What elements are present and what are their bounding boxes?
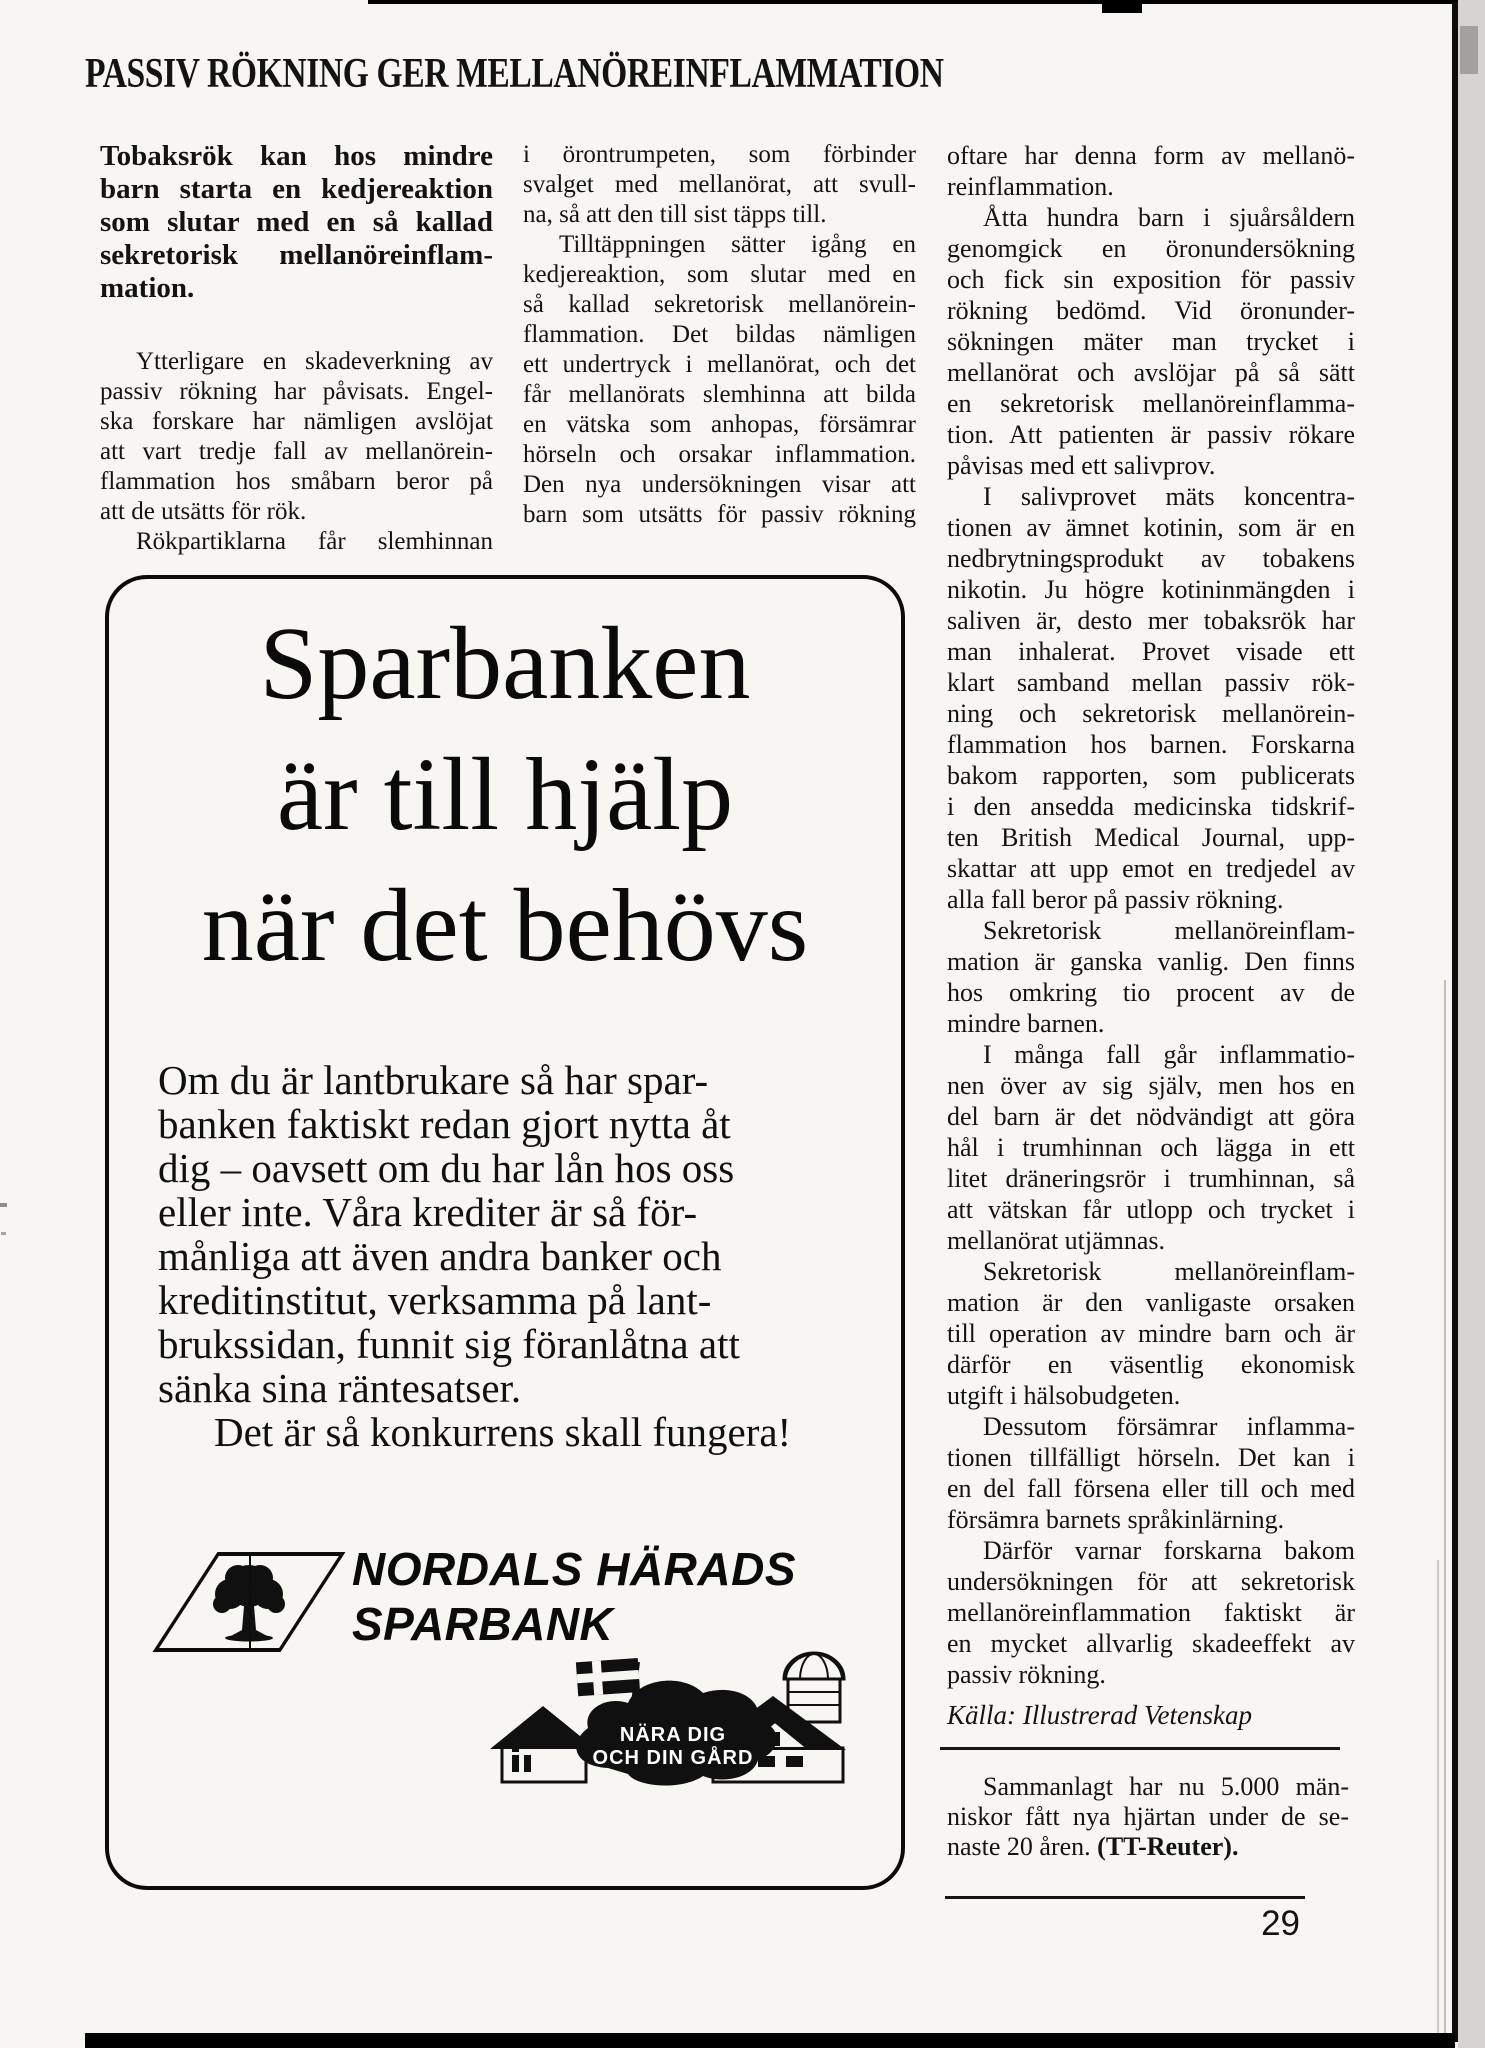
article-column-1 xyxy=(100,347,493,557)
text-line: Tilltäppningen sätter igång en xyxy=(559,231,916,258)
text-line: är till hjälp xyxy=(276,737,734,852)
text-line: en del fall försena eller till och med xyxy=(947,1474,1355,1503)
text-line: tionen av ämnet kotinin, som är en xyxy=(947,513,1355,542)
text-line: sänka sina räntesatser. xyxy=(158,1365,522,1411)
text-line: hos omkring tio procent av de xyxy=(947,978,1355,1007)
brief-byline: (TT-Reuter). xyxy=(1097,1832,1239,1861)
text-line xyxy=(947,1832,1349,1862)
text-line: skattar att upp emot en tredjedel av xyxy=(947,854,1355,883)
scan-right-edge-line xyxy=(1452,2,1458,2042)
farm-slogan-line-2: OCH DIN GÅRD xyxy=(592,1747,754,1769)
logo-divider-line xyxy=(249,1553,251,1651)
scan-top-edge-line xyxy=(368,0,1460,4)
text-line: hörseln och orsakar inflammation. xyxy=(523,441,916,468)
text-line: Dessutom försämrar inflamma- xyxy=(983,1412,1355,1441)
text-line: Den nya undersökningen visar att xyxy=(523,471,916,498)
text-line: mation är ganska vanlig. Den finns xyxy=(947,947,1355,976)
text-line: ett undertryck i mellanörat, och det xyxy=(523,351,916,378)
text-line: alla fall beror på passiv rökning. xyxy=(947,885,1284,914)
text-line: brukssidan, funnit sig föranlåtna att xyxy=(158,1321,740,1367)
text-line: litet dräneringsrör i trumhinnan, så xyxy=(947,1164,1355,1193)
news-brief xyxy=(947,1772,1349,1862)
scan-dust-mark xyxy=(0,1203,7,1207)
text-line: na, så att den till sist täpps till. xyxy=(523,201,827,228)
text-line: rökning bedömd. Vid öronunder- xyxy=(947,296,1355,325)
text-line: niskor fått nya hjärtan under de se- xyxy=(947,1802,1349,1831)
text-line: flammation hos småbarn beror på xyxy=(100,468,493,495)
ad-body-text xyxy=(158,1058,818,1454)
text-line: en mycket allvarlig skadeeffekt av xyxy=(947,1629,1355,1658)
bank-name xyxy=(352,1542,796,1652)
text-line: Det är så konkurrens skall fungera! xyxy=(214,1409,792,1455)
text-line: tionen tillfälligt hörseln. Det kan i xyxy=(947,1443,1355,1472)
text-line: saliven är, desto mer tobaksrök har xyxy=(947,606,1355,635)
text-line: passiv rökning. xyxy=(947,1660,1106,1689)
text-line: i den ansedda medicinska tidskrif- xyxy=(947,792,1355,821)
article-headline-text: PASSIV RÖKNING GER MELLANÖREINFLAMMATION xyxy=(85,51,944,97)
text-line: nedbrytningsprodukt av tobakens xyxy=(947,544,1355,573)
text-line: man inhalerat. Provet visade ett xyxy=(947,637,1355,666)
text-line: som slutar med en så kallad xyxy=(100,206,493,238)
text-line: därför en väsentlig ekonomisk xyxy=(947,1350,1355,1379)
divider-rule-top xyxy=(940,1747,1340,1750)
text-line: Rökpartiklarna får slemhinnan xyxy=(136,528,493,555)
scan-page-stack-line-2 xyxy=(1437,1560,1439,2036)
text-line: eller inte. Våra krediter är så för- xyxy=(158,1189,698,1235)
text-line: I salivprovet mäts koncentra- xyxy=(983,482,1355,511)
text-line: mellanörat utjämnas. xyxy=(947,1226,1166,1255)
text-line: Om du är lantbrukare så har spar- xyxy=(158,1057,709,1103)
text-line: tion. Att patienten är passiv rökare xyxy=(947,420,1355,449)
oak-tree-icon xyxy=(189,1556,309,1648)
scan-page-stack-line xyxy=(1444,980,1446,2036)
bank-name-line-2: SPARBANK xyxy=(352,1598,614,1650)
text-line: flammation hos barnen. Forskarna xyxy=(947,730,1355,759)
text-line: undersökningen för att sekretorisk xyxy=(947,1567,1355,1596)
text-line: kreditinstitut, verksamma på lant- xyxy=(158,1277,712,1323)
text-line: Sparbanken xyxy=(259,606,751,721)
text-line: kedjereaktion, som slutar med en xyxy=(523,261,916,288)
article-lead-paragraph xyxy=(100,140,493,305)
text-line: att vart tredje fall av mellanörein- xyxy=(100,438,493,465)
text-line: till operation av mindre barn och är xyxy=(947,1319,1355,1348)
text-line: I många fall går inflammatio- xyxy=(983,1040,1355,1069)
text-line: försämra barnets språkinlärning. xyxy=(947,1505,1285,1534)
text-line: reinflammation. xyxy=(947,172,1114,201)
text-line: och fick sin exposition för passiv xyxy=(947,265,1355,294)
farm-illustration xyxy=(488,1648,878,1808)
text-line: månliga att även andra banker och xyxy=(158,1233,722,1279)
text-line: mation. xyxy=(100,272,195,304)
text-line: dig – oavsett om du har lån hos oss xyxy=(158,1145,735,1191)
text-line: hål i trumhinnan och lägga in ett xyxy=(947,1133,1355,1162)
text-line: en sekretorisk mellanöreinflamma- xyxy=(947,389,1355,418)
text-line: mation är den vanligaste orsaken xyxy=(947,1288,1355,1317)
ad-headline xyxy=(109,598,901,991)
page-number: 29 xyxy=(1261,1904,1300,1943)
text-line: utgift i hälsobudgeten. xyxy=(947,1381,1181,1410)
scan-bottom-edge-bar xyxy=(85,2033,1455,2048)
text-line: sökningen mäter man trycket i xyxy=(947,327,1355,356)
text-line: när det behövs xyxy=(201,868,809,983)
text-line: ten British Medical Journal, upp- xyxy=(947,823,1355,852)
text-line: Tobaksrök kan hos mindre xyxy=(100,140,493,172)
text-line: del barn är det nödvändigt att göra xyxy=(947,1102,1355,1131)
bank-name-line-1: NORDALS HÄRADS xyxy=(352,1543,796,1595)
text-line: barn starta en kedjereaktion xyxy=(100,173,493,205)
article-source: Källa: Illustrerad Vetenskap xyxy=(947,1700,1252,1730)
text-line: sekretorisk mellanöreinflam- xyxy=(100,239,493,271)
text-line: klart samband mellan passiv rök- xyxy=(947,668,1355,697)
scan-corner-mark xyxy=(1460,26,1478,74)
text-line: svalget med mellanörat, att svull- xyxy=(523,171,916,198)
scan-top-edge-mark xyxy=(1102,0,1142,13)
text-line: banken faktiskt redan gjort nytta åt xyxy=(158,1101,731,1147)
scan-right-page-edge xyxy=(1458,0,1485,2048)
text-line: ning och sekretorisk mellanörein- xyxy=(947,699,1355,728)
article-column-2 xyxy=(523,140,916,530)
divider-rule-bottom xyxy=(945,1896,1305,1899)
text-line: bakom rapporten, som publicerats xyxy=(947,761,1355,790)
text-line: Sekretorisk mellanöreinflam- xyxy=(983,916,1355,945)
text-line: mellanörat och avslöjar på så sätt xyxy=(947,358,1355,387)
article-headline xyxy=(85,50,1158,98)
text-line: nikotin. Ju högre kotininmängden i xyxy=(947,575,1355,604)
text-line: en vätska som anhopas, försämrar xyxy=(523,411,916,438)
text-line: att de utsätts för rök. xyxy=(100,498,307,525)
text-line: Ytterligare en skadeverkning av xyxy=(136,348,493,375)
text-line: passiv rökning har påvisats. Engel- xyxy=(100,378,493,405)
text-line: att vätskan får utlopp och trycket i xyxy=(947,1195,1355,1224)
text-line: nen över av sig själv, men hos en xyxy=(947,1071,1355,1100)
text-line: barn som utsätts för passiv rökning xyxy=(523,501,916,528)
text-line: oftare har denna form av mellanö- xyxy=(947,141,1355,170)
text-line: påvisas med ett salivprov. xyxy=(947,451,1216,480)
brief-text: naste 20 åren. xyxy=(947,1832,1098,1861)
text-line: får mellanörats slemhinna att bilda xyxy=(523,381,916,408)
text-line: Sammanlagt har nu 5.000 män- xyxy=(983,1772,1349,1801)
article-column-3 xyxy=(947,140,1355,1690)
text-line: Sekretorisk mellanöreinflam- xyxy=(983,1257,1355,1286)
text-line: flammation. Det bildas nämligen xyxy=(523,321,916,348)
text-line: i örontrumpeten, som förbinder xyxy=(523,141,916,168)
scan-dust-mark-2 xyxy=(1,1232,6,1235)
text-line: ska forskare har nämligen avslöjat xyxy=(100,408,493,435)
text-line: mindre barnen. xyxy=(947,1009,1105,1038)
text-line: Därför varnar forskarna bakom xyxy=(983,1536,1355,1565)
text-line: genomgick en öronundersökning xyxy=(947,234,1355,263)
text-line: så kallad sekretorisk mellanörein- xyxy=(523,291,916,318)
text-line: mellanöreinflammation faktiskt är xyxy=(947,1598,1355,1627)
text-line: Åtta hundra barn i sjuårsåldern xyxy=(983,203,1355,232)
farm-slogan-line-1: NÄRA DIG xyxy=(619,1724,727,1746)
